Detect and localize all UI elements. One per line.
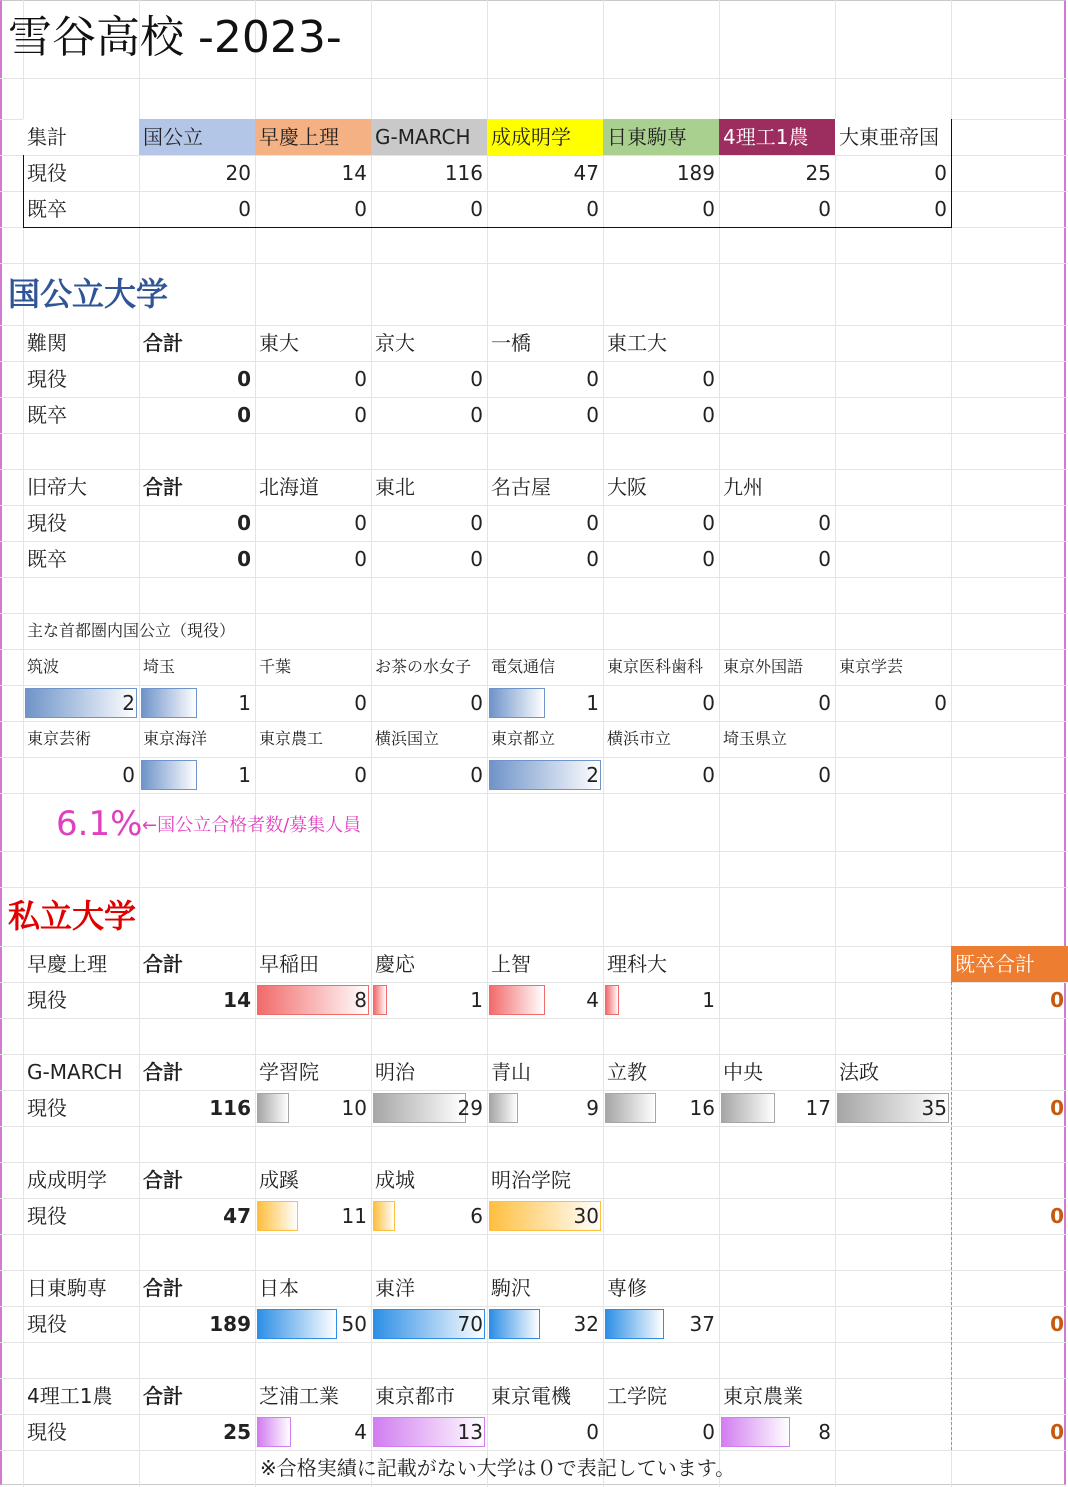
grid-row-line	[0, 1126, 1068, 1127]
private-row-value: 1	[470, 988, 483, 1012]
private-row-total: 25	[223, 1420, 251, 1444]
private-total-header: 合計	[143, 1060, 183, 1084]
private-school-name: 成城	[375, 1168, 415, 1192]
metro-school-name: 筑波	[27, 657, 60, 676]
private-grad-total: 0	[1050, 1312, 1064, 1336]
private-row-value: 8	[354, 988, 367, 1012]
summary-row-label: 現役	[27, 161, 67, 185]
summary-value-cell: 0	[586, 197, 599, 221]
private-school-name: 慶応	[375, 952, 415, 976]
metro-value: 0	[470, 691, 483, 715]
national-row-value: 0	[354, 547, 367, 571]
metro-school-name: 東京医科歯科	[607, 657, 704, 676]
metro-caption: 主な首都圏内国公立（現役）	[27, 621, 236, 640]
metro-value: 0	[470, 763, 483, 787]
metro-value: 0	[934, 691, 947, 715]
private-school-name: 早稲田	[259, 952, 319, 976]
metro-school-name: お茶の水女子	[375, 657, 472, 676]
metro-value: 2	[586, 763, 599, 787]
metro-school-name: 東京外国語	[723, 657, 804, 676]
summary-value-cell: 0	[934, 161, 947, 185]
national-row-value: 0	[586, 367, 599, 391]
national-row-label: 現役	[27, 367, 67, 391]
national-row-label: 既卒	[27, 547, 67, 571]
private-school-name: 立教	[607, 1060, 647, 1084]
private-grad-total: 0	[1050, 1204, 1064, 1228]
private-school-name: 学習院	[259, 1060, 319, 1084]
private-row-total: 189	[209, 1312, 251, 1336]
private-row-total: 47	[223, 1204, 251, 1228]
page-title: 雪谷高校 -2023-	[8, 12, 342, 63]
national-row-value: 0	[470, 367, 483, 391]
summary-value-cell: 0	[818, 197, 831, 221]
summary-value-cell: 0	[470, 197, 483, 221]
grid-row-line	[0, 793, 1068, 794]
private-total-header: 合計	[143, 1168, 183, 1192]
private-row-value: 1	[702, 988, 715, 1012]
private-row-value: 35	[921, 1096, 947, 1120]
metro-value: 0	[702, 691, 715, 715]
summary-value-cell: 25	[805, 161, 831, 185]
private-school-name: 青山	[491, 1060, 531, 1084]
national-row-value: 0	[586, 511, 599, 535]
national-total-header: 合計	[143, 331, 183, 355]
national-row-value: 0	[354, 367, 367, 391]
private-school-name: 専修	[607, 1276, 647, 1300]
national-row-value: 0	[702, 511, 715, 535]
private-total-header: 合計	[143, 1384, 183, 1408]
national-school-name: 大阪	[607, 475, 647, 499]
summary-value-cell: 189	[676, 161, 715, 185]
national-row-total: 0	[237, 403, 251, 427]
private-row-value: 4	[354, 1420, 367, 1444]
private-grad-total: 0	[1050, 988, 1064, 1012]
private-school-name: 日本	[259, 1276, 299, 1300]
private-school-name: 上智	[491, 952, 531, 976]
private-school-name: 工学院	[607, 1384, 667, 1408]
private-school-name: 明治学院	[491, 1168, 571, 1192]
private-school-name: 東京都市	[375, 1384, 455, 1408]
national-row-label: 現役	[27, 511, 67, 535]
summary-value-cell: 20	[225, 161, 251, 185]
private-group-label: 早慶上理	[27, 952, 107, 976]
grad-total-header: 既卒合計	[951, 946, 1068, 982]
private-school-name: 成蹊	[259, 1168, 299, 1192]
national-row-value: 0	[702, 403, 715, 427]
grid-row-line	[0, 1018, 1068, 1019]
private-row-value: 9	[586, 1096, 599, 1120]
private-row-value: 0	[586, 1420, 599, 1444]
private-row-value: 4	[586, 988, 599, 1012]
grid-row-line	[0, 1234, 1068, 1235]
grid-row-line	[0, 577, 1068, 578]
national-school-name: 東北	[375, 475, 415, 499]
national-row-value: 0	[470, 403, 483, 427]
private-row-value: 13	[457, 1420, 483, 1444]
private-school-name: 明治	[375, 1060, 415, 1084]
private-row-value: 50	[341, 1312, 367, 1336]
private-school-name: 中央	[723, 1060, 763, 1084]
private-school-name: 芝浦工業	[259, 1384, 339, 1408]
national-school-name: 東大	[259, 331, 299, 355]
private-row-value: 37	[689, 1312, 715, 1336]
metro-value: 0	[354, 763, 367, 787]
national-school-name: 一橋	[491, 331, 531, 355]
footnote: ※合格実績に記載がない大学は０で表記しています。	[260, 1456, 736, 1480]
metro-value: 2	[122, 691, 135, 715]
national-school-name: 九州	[723, 475, 763, 499]
metro-value: 0	[122, 763, 135, 787]
private-row-label: 現役	[27, 988, 67, 1012]
national-school-name: 京大	[375, 331, 415, 355]
grid-row-line	[0, 1450, 1068, 1451]
summary-header-cell: 成成明学	[487, 119, 603, 155]
summary-header-cell: 大東亜帝国	[835, 119, 951, 155]
metro-school-name: 横浜市立	[607, 729, 672, 748]
metro-school-name: 埼玉県立	[723, 729, 788, 748]
metro-school-name: 横浜国立	[375, 729, 440, 748]
national-school-name: 北海道	[259, 475, 319, 499]
private-row-label: 現役	[27, 1204, 67, 1228]
metro-value: 0	[818, 691, 831, 715]
private-row-total: 14	[223, 988, 251, 1012]
private-row-value: 11	[341, 1204, 367, 1228]
metro-value: 1	[586, 691, 599, 715]
private-row-value: 16	[689, 1096, 715, 1120]
summary-value-cell: 47	[573, 161, 599, 185]
private-school-name: 駒沢	[491, 1276, 531, 1300]
summary-header-cell: 日東駒専	[603, 119, 719, 155]
summary-header-cell: 4理工1農	[719, 119, 835, 155]
national-row-value: 0	[354, 511, 367, 535]
metro-value: 0	[354, 691, 367, 715]
private-group-label: 日東駒専	[27, 1276, 107, 1300]
national-row-value: 0	[702, 547, 715, 571]
private-grad-total: 0	[1050, 1096, 1064, 1120]
summary-row-label: 既卒	[27, 197, 67, 221]
grid-row-line	[0, 851, 1068, 852]
national-row-label: 既卒	[27, 403, 67, 427]
private-heading: 私立大学	[8, 897, 137, 935]
grid-row-line	[0, 433, 1068, 434]
private-school-name: 理科大	[607, 952, 667, 976]
private-school-name: 法政	[839, 1060, 879, 1084]
private-group-label: 成成明学	[27, 1168, 107, 1192]
private-group-label: G-MARCH	[27, 1060, 123, 1084]
metro-school-name: 東京都立	[491, 729, 556, 748]
national-heading: 国公立大学	[8, 275, 169, 313]
private-group-label: 4理工1農	[27, 1384, 113, 1408]
summary-header-cell: 早慶上理	[255, 119, 371, 155]
summary-header-cell: 国公立	[139, 119, 255, 155]
summary-value-cell: 0	[354, 197, 367, 221]
private-total-header: 合計	[143, 1276, 183, 1300]
grid-row-line	[0, 78, 1068, 79]
private-row-value: 0	[702, 1420, 715, 1444]
national-total-header: 合計	[143, 475, 183, 499]
private-row-value: 8	[818, 1420, 831, 1444]
grid-row-line	[0, 887, 1068, 888]
national-school-name: 名古屋	[491, 475, 551, 499]
private-row-label: 現役	[27, 1312, 67, 1336]
national-ratio: 6.1%	[56, 804, 143, 844]
metro-school-name: 電気通信	[491, 657, 556, 676]
national-group-label: 旧帝大	[27, 475, 87, 499]
national-row-value: 0	[470, 511, 483, 535]
summary-header-cell: 集計	[23, 119, 139, 155]
private-row-value: 17	[805, 1096, 831, 1120]
private-school-name: 東京電機	[491, 1384, 571, 1408]
private-row-total: 116	[209, 1096, 251, 1120]
national-row-value: 0	[818, 511, 831, 535]
private-row-value: 32	[573, 1312, 599, 1336]
private-row-value: 10	[341, 1096, 367, 1120]
private-row-value: 30	[573, 1204, 599, 1228]
metro-value: 1	[238, 691, 251, 715]
metro-school-name: 千葉	[259, 657, 292, 676]
national-school-name: 東工大	[607, 331, 667, 355]
summary-value-cell: 116	[444, 161, 483, 185]
metro-value: 0	[818, 763, 831, 787]
private-row-value: 6	[470, 1204, 483, 1228]
summary-value-cell: 0	[934, 197, 947, 221]
summary-value-cell: 14	[341, 161, 367, 185]
national-row-value: 0	[470, 547, 483, 571]
national-row-value: 0	[702, 367, 715, 391]
private-row-value: 70	[457, 1312, 483, 1336]
private-grad-total: 0	[1050, 1420, 1064, 1444]
national-row-value: 0	[818, 547, 831, 571]
national-row-total: 0	[237, 367, 251, 391]
national-row-value: 0	[586, 403, 599, 427]
metro-school-name: 東京農工	[259, 729, 324, 748]
metro-value: 1	[238, 763, 251, 787]
private-row-label: 現役	[27, 1420, 67, 1444]
grid-row-line	[0, 1342, 1068, 1343]
national-group-label: 難関	[27, 331, 67, 355]
private-school-name: 東京農業	[723, 1384, 803, 1408]
private-row-label: 現役	[27, 1096, 67, 1120]
national-row-value: 0	[354, 403, 367, 427]
national-row-value: 0	[586, 547, 599, 571]
metro-school-name: 東京芸術	[27, 729, 92, 748]
summary-header-cell: G-MARCH	[371, 119, 487, 155]
private-school-name: 東洋	[375, 1276, 415, 1300]
metro-value: 0	[702, 763, 715, 787]
private-row-value: 29	[457, 1096, 483, 1120]
metro-school-name: 埼玉	[143, 657, 176, 676]
national-row-total: 0	[237, 511, 251, 535]
national-ratio-note: ←国公立合格者数/募集人員	[142, 815, 362, 836]
grid-row-line	[0, 263, 1068, 264]
private-total-header: 合計	[143, 952, 183, 976]
summary-value-cell: 0	[702, 197, 715, 221]
national-row-total: 0	[237, 547, 251, 571]
summary-value-cell: 0	[238, 197, 251, 221]
metro-school-name: 東京学芸	[839, 657, 904, 676]
metro-school-name: 東京海洋	[143, 729, 208, 748]
